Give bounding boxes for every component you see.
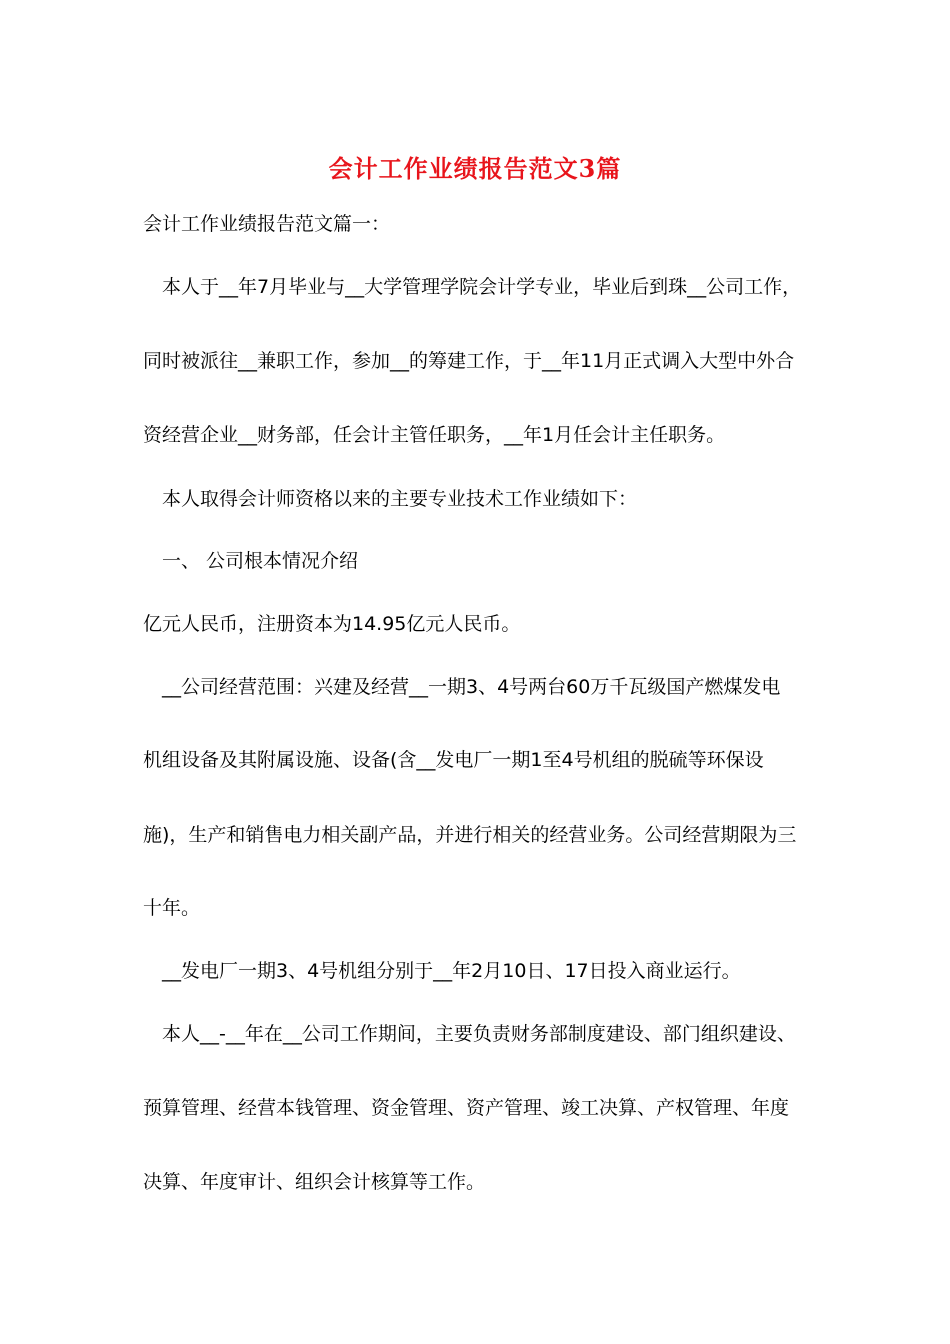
paragraph-line: 本人__-__年在__公司工作期间，主要负责财务部制度建设、部门组织建设、 [162, 1023, 796, 1045]
subsection-heading: 一、 公司根本情况介绍 [162, 550, 359, 572]
document-title: 会计工作业绩报告范文3篇 [328, 154, 622, 183]
paragraph-line: 决算、年度审计、组织会计核算等工作。 [143, 1171, 486, 1193]
paragraph-line: 同时被派往__兼职工作，参加__的筹建工作，于__年11月正式调入大型中外合 [143, 350, 795, 372]
paragraph-line: 预算管理、经营本钱管理、资金管理、资产管理、竣工决算、产权管理、年度 [143, 1097, 790, 1119]
paragraph-line: __公司经营范围：兴建及经营__一期3、4号两台60万千瓦级国产燃煤发电 [162, 676, 781, 698]
paragraph-line: 机组设备及其附属设施、设备(含__发电厂一期1至4号机组的脱硫等环保设 [143, 749, 764, 771]
paragraph-line: __发电厂一期3、4号机组分别于__年2月10日、17日投入商业运行。 [162, 960, 741, 982]
paragraph-line: 资经营企业__财务部，任会计主管任职务，__年1月任会计主任职务。 [143, 424, 726, 446]
paragraph-line: 十年。 [143, 897, 201, 919]
paragraph-line: 施)，生产和销售电力相关副产品，并进行相关的经营业务。公司经营期限为三 [143, 824, 797, 846]
paragraph-line: 本人于__年7月毕业与__大学管理学院会计学专业，毕业后到珠__公司工作， [162, 276, 802, 298]
paragraph-line: 本人取得会计师资格以来的主要专业技术工作业绩如下： [162, 488, 638, 510]
paragraph-line: 亿元人民币，注册资本为14.95亿元人民币。 [143, 613, 521, 635]
section-heading: 会计工作业绩报告范文篇一： [143, 213, 391, 235]
